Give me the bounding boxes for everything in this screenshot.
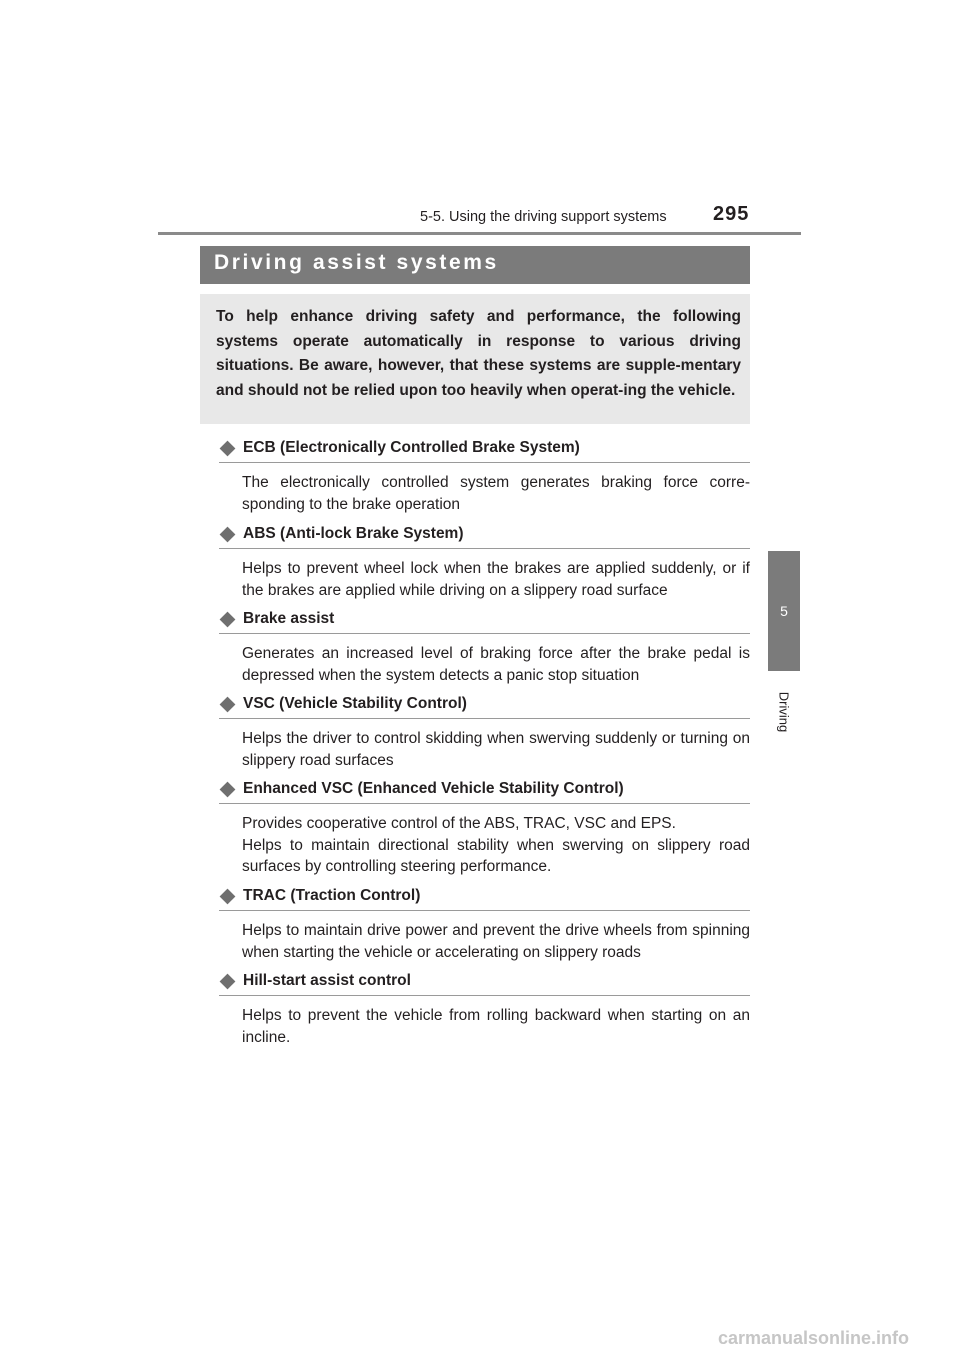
diamond-bullet-icon [220, 440, 236, 456]
running-header: 5-5. Using the driving support systems [420, 209, 667, 225]
section-ecb [219, 437, 750, 515]
intro-box [200, 294, 750, 424]
section-paragraph: Helps to maintain directional stability when swerving on slippery road surfaces by controlling steering performance. [242, 836, 750, 875]
section-paragraph: Provides cooperative control of the ABS, TRAC, VSC and EPS. [242, 815, 676, 832]
section-heading-text: VSC (Vehicle Stability Control) [243, 695, 467, 712]
intro-text: To help enhance driving safety and performance, the following systems operate automatically in response to various driving situations. Be aware, however, that these systems are supple-mentary and should not be relied upon too heavily when operat-ing the vehicle. [216, 308, 741, 399]
page-title: Driving assist systems [214, 251, 499, 274]
section-heading-text: Enhanced VSC (Enhanced Vehicle Stability Control) [243, 780, 624, 797]
diamond-bullet-icon [220, 973, 236, 989]
section-heading [219, 437, 750, 459]
section-paragraph: The electronically controlled system generates braking force corre-sponding to the brake operation [242, 474, 750, 513]
section-trac [219, 885, 750, 963]
section-body [242, 643, 750, 686]
section-enhanced-vsc [219, 778, 750, 878]
section-heading-text: TRAC (Traction Control) [243, 887, 421, 904]
section-body [242, 558, 750, 601]
section-divider [219, 803, 750, 804]
section-heading [219, 885, 750, 907]
header-divider [158, 232, 801, 235]
section-divider [219, 462, 750, 463]
chapter-label: Driving [776, 691, 792, 733]
section-heading [219, 693, 750, 715]
section-divider [219, 910, 750, 911]
section-paragraph: Helps to maintain drive power and prevent the drive wheels from spinning when starting the vehicle or accelerating on slippery roads [242, 922, 750, 961]
section-heading-text: ABS (Anti-lock Brake System) [243, 525, 464, 542]
section-heading-text: ECB (Electronically Controlled Brake System) [243, 439, 580, 456]
section-divider [219, 718, 750, 719]
diamond-bullet-icon [220, 611, 236, 627]
chapter-tab [768, 551, 800, 671]
page-title-bar [200, 246, 750, 284]
section-body [242, 1005, 750, 1048]
diamond-bullet-icon [220, 781, 236, 797]
section-heading [219, 523, 750, 545]
diamond-bullet-icon [220, 526, 236, 542]
chapter-tab-label-area [768, 674, 800, 750]
section-paragraph: Helps to prevent the vehicle from rolling backward when starting on an incline. [242, 1007, 750, 1046]
page-number: 295 [713, 203, 750, 225]
chapter-number: 5 [780, 603, 788, 619]
section-abs [219, 523, 750, 601]
section-heading [219, 970, 750, 992]
section-divider [219, 995, 750, 996]
section-hill-start [219, 970, 750, 1048]
section-divider [219, 633, 750, 634]
section-paragraph: Generates an increased level of braking force after the brake pedal is depressed when the system detects a panic stop situation [242, 645, 750, 684]
section-body [242, 728, 750, 771]
section-paragraph: Helps to prevent wheel lock when the brakes are applied suddenly, or if the brakes are applied while driving on a slippery road surface [242, 560, 750, 599]
section-heading-text: Brake assist [243, 610, 335, 627]
section-body [242, 472, 750, 515]
diamond-bullet-icon [220, 888, 236, 904]
section-divider [219, 548, 750, 549]
section-heading [219, 778, 750, 800]
section-heading [219, 608, 750, 630]
watermark: carmanualsonline.info [718, 1328, 910, 1348]
section-brake-assist [219, 608, 750, 686]
section-vsc [219, 693, 750, 771]
section-body [242, 920, 750, 963]
diamond-bullet-icon [220, 696, 236, 712]
section-heading-text: Hill-start assist control [243, 972, 411, 989]
section-paragraph: Helps the driver to control skidding when swerving suddenly or turning on slippery road surfaces [242, 730, 750, 769]
section-body [242, 813, 750, 878]
